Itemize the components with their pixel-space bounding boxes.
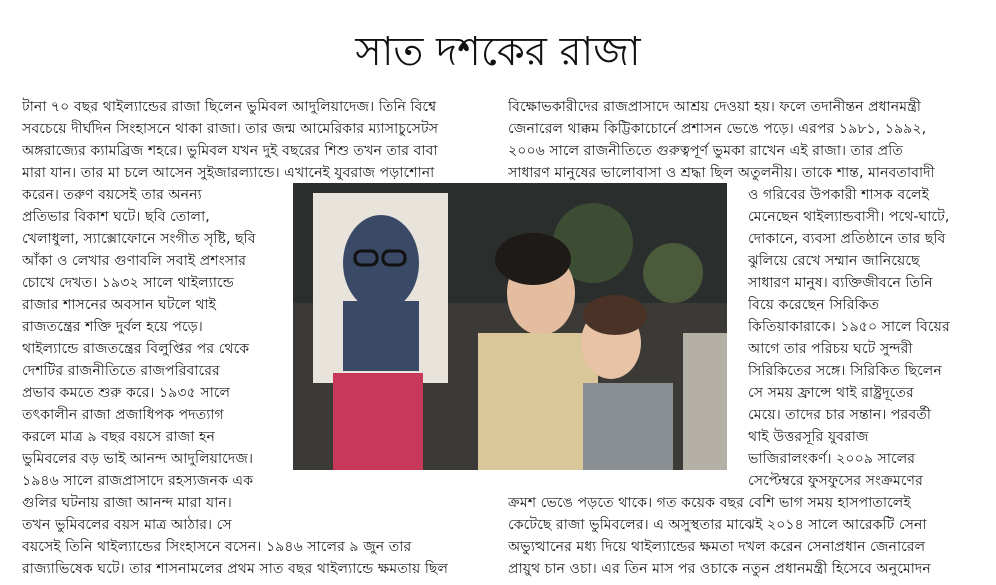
text-line: প্রায়ুথ চান ওচা। এর তিন মাস পর ওচাকে নতুন প্রধানমন্ত্রী হিসেবে অনুমোদন [508, 561, 931, 577]
text-line: প্রভাব কমতে শুরু করে। ১৯৩৫ সালে [22, 385, 231, 401]
text-line: সবচেয়ে দীর্ঘদিন সিংহাসনে থাকা রাজা। তার জন্ম আমেরিকার ম্যাসাচুসেটস [22, 121, 439, 137]
text-line: সেপ্টেম্বরে ফুসফুসের সংক্রমণের [748, 473, 923, 489]
text-line: আঁকা ও লেখার গুণাবলি সবাই প্রশংসার [22, 253, 247, 269]
text-line: চোখে দেখত। ১৯৩২ সালে থাইল্যান্ডে [22, 275, 234, 291]
text-line: থাই উত্তরসূরি যুবরাজ [748, 429, 869, 445]
text-line: ও গরিবের উপকারী শাসক বলেই [748, 187, 929, 203]
text-line: সাধারণ মানুষ। ব্যক্তিজীবনে তিনি [748, 275, 933, 291]
text-line: ২০০৬ সালে রাজনীতিতে গুরুত্বপূর্ণ ভুমকা রাখেন এই রাজা। তার প্রতি [508, 143, 903, 159]
text-line: অভ্যুত্থানের মধ্য দিয়ে থাইল্যান্ডের ক্ষমতা দখল করেন সেনাপ্রধান জেনারেল [508, 539, 926, 555]
text-line: বয়সেই তিনি থাইল্যান্ডের সিংহাসনে বসেন। ১৯৪৬ সালের ৯ জুন তার [22, 539, 412, 555]
text-line: তৎকালীন রাজা প্রজাধিপক পদত্যাগ [22, 407, 224, 423]
text-line: সিরিকিতের সঙ্গে। সিরিকিত ছিলেন [748, 363, 942, 379]
text-line: তখন ভুমিবলের বয়স মাত্র আঠার। সে [22, 517, 232, 533]
text-line: রাজতন্ত্রের শক্তি দুর্বল হয়ে পড়ে। [22, 319, 203, 335]
text-line: আগে তার পরিচয় ঘটে সুন্দরী [748, 341, 913, 357]
text-line: ১৯৪৬ সালে রাজপ্রাসাদে রহস্যজনক এক [22, 473, 254, 489]
text-line: করেন। তরুণ বয়সেই তার অনন্য [22, 187, 202, 203]
photo-illustration [293, 183, 727, 470]
headline: সাত দশকের রাজা [355, 29, 641, 75]
text-line: দোকানে, ব্যবসা প্রতিষ্ঠানে তার ছবি [748, 231, 946, 247]
text-line: মেয়ে। তাদের চার সন্তান। পরবর্তী [748, 407, 931, 423]
text-line: কেটেছে রাজা ভুমিবলের। এ অসুস্থতার মাঝেই ২০১৪ সালে আরেকটি সেনা [508, 517, 927, 533]
text-line: মারা যান। তার মা চলে আসেন সুইজারল্যান্ডে। এখানেই যুবরাজ পড়াশোনা [22, 165, 435, 181]
text-line: থাইল্যান্ডে রাজতন্ত্রের বিলুপ্তির পর থেকে [22, 341, 250, 357]
text-line: কিতিয়াকারাকে। ১৯৫০ সালে বিয়ের [748, 319, 950, 335]
text-line: রাজ্যাভিষেক ঘটে। তার শাসনামলের প্রথম সাত বছর থাইল্যান্ডে ক্ষমতায় ছিল [22, 561, 449, 577]
text-line: বিক্ষোভকারীদের রাজপ্রাসাদে আশ্রয় দেওয়া হয়। ফলে তদানীন্তন প্রধানমন্ত্রী [508, 99, 921, 115]
text-line: ভুমিবলের বড় ভাই আনন্দ আদুলিয়াদেজ। [22, 451, 254, 467]
text-line: করলে মাত্র ৯ বছর বয়সে রাজা হন [22, 429, 215, 445]
news-photo [293, 183, 727, 470]
text-line: রাজার শাসনের অবসান ঘটলে থাই [22, 297, 217, 313]
text-line: খেলাধুলা, স্যাক্সোফোনে সংগীত সৃষ্টি, ছবি [22, 231, 256, 247]
text-line: মেনেছেন থাইল্যান্ডবাসী। পথে-ঘাটে, [748, 209, 950, 225]
text-line: প্রতিভার বিকাশ ঘটে। ছবি তোলা, [22, 209, 210, 225]
text-line: ঝুলিয়ে রেখে সম্মান জানিয়েছে [748, 253, 920, 269]
text-line: সে সময় ফ্রান্সে থাই রাষ্ট্রদূতের [748, 385, 914, 401]
text-line: গুলির ঘটনায় রাজা আনন্দ মারা যান। [22, 495, 232, 511]
text-line: অঙ্গরাজ্যের ক্যামব্রিজ শহরে। ভুমিবল যখন দুই বছরের শিশু তখন তার বাবা [22, 143, 438, 159]
text-line: টানা ৭০ বছর থাইল্যান্ডের রাজা ছিলেন ভুমিবল আদুলিয়াদেজ। তিনি বিশ্বে [22, 99, 437, 115]
text-line: দেশটির রাজনীতিতে রাজপরিবারের [22, 363, 220, 379]
text-line: জেনারেল থাক্কম কিট্টিকাচোর্নে প্রশাসন ভেঙে পড়ে। এরপর ১৯৮১, ১৯৯২, [508, 121, 927, 137]
text-line: সাধারণ মানুষের ভালোবাসা ও শ্রদ্ধা ছিল অতুলনীয়। তাকে শান্ত, মানবতাবাদী [508, 165, 935, 181]
text-line: বিয়ে করেছেন সিরিকিত [748, 297, 880, 313]
text-line: ভাজিরালংকর্ণ। ২০০৯ সালের [748, 451, 916, 467]
text-line: ক্রমশ ভেঙে পড়তে থাকে। গত কয়েক বছর বেশি ভাগ সময় হাসপাতালেই [508, 495, 911, 511]
